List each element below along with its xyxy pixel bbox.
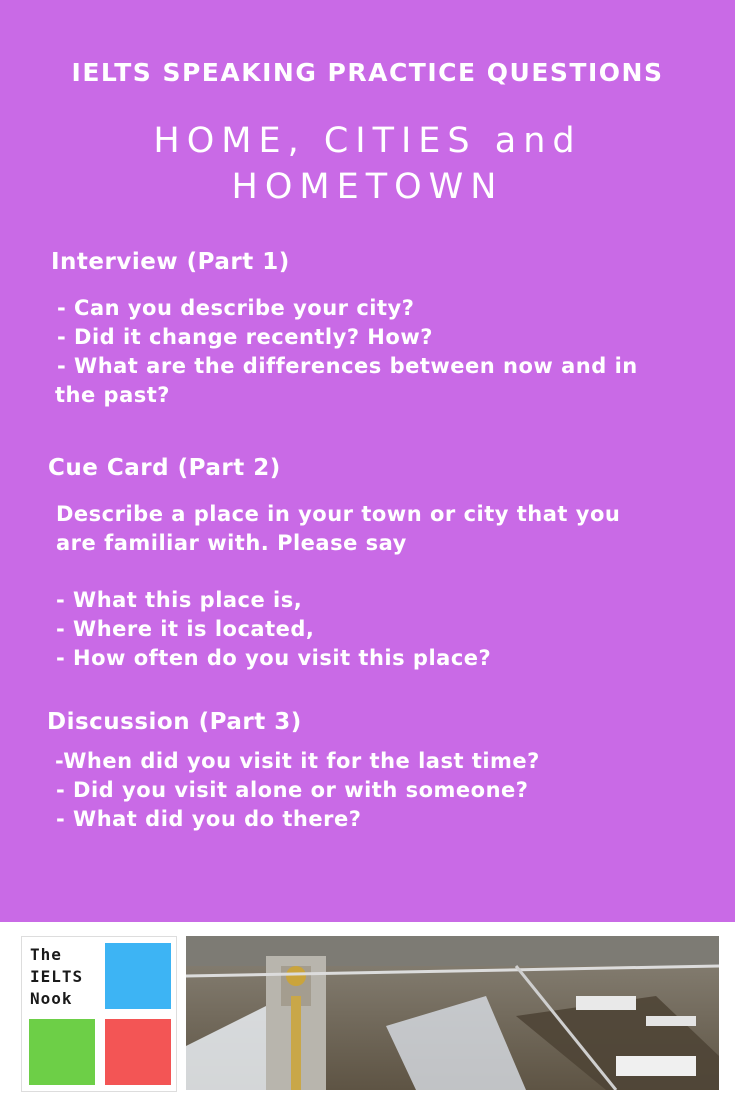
part3-line: -When did you visit it for the last time? xyxy=(55,749,540,773)
logo-red-square xyxy=(105,1019,171,1085)
page-title xyxy=(0,118,735,210)
part1-line: - What are the differences between now and in xyxy=(57,354,638,378)
part3-line: - What did you do there? xyxy=(56,807,362,831)
part1-line: - Did it change recently? How? xyxy=(57,325,433,349)
logo-text: The IELTS Nook xyxy=(30,945,84,1008)
part2-line: - How often do you visit this place? xyxy=(56,646,492,670)
title-line-2: HOMETOWN xyxy=(231,167,504,207)
section-title-part3: Discussion (Part 3) xyxy=(47,709,302,735)
part3-line: - Did you visit alone or with someone? xyxy=(56,778,529,802)
part1-line: - Can you describe your city? xyxy=(57,296,415,320)
part2-line: are familiar with. Please say xyxy=(56,531,407,555)
page-heading: IELTS SPEAKING PRACTICE QUESTIONS xyxy=(71,58,664,87)
part1-line: the past? xyxy=(55,383,170,407)
logo-green-square xyxy=(29,1019,95,1085)
section-title-part2: Cue Card (Part 2) xyxy=(48,455,281,481)
part2-line: Describe a place in your town or city that you xyxy=(56,502,621,526)
city-aerial-photo xyxy=(186,936,719,1090)
part2-line: - Where it is located, xyxy=(56,617,315,641)
section-title-part1: Interview (Part 1) xyxy=(51,249,290,275)
logo-blue-square xyxy=(105,943,171,1009)
part2-line: - What this place is, xyxy=(56,588,303,612)
title-line-1: HOME, CITIES and xyxy=(153,121,582,161)
